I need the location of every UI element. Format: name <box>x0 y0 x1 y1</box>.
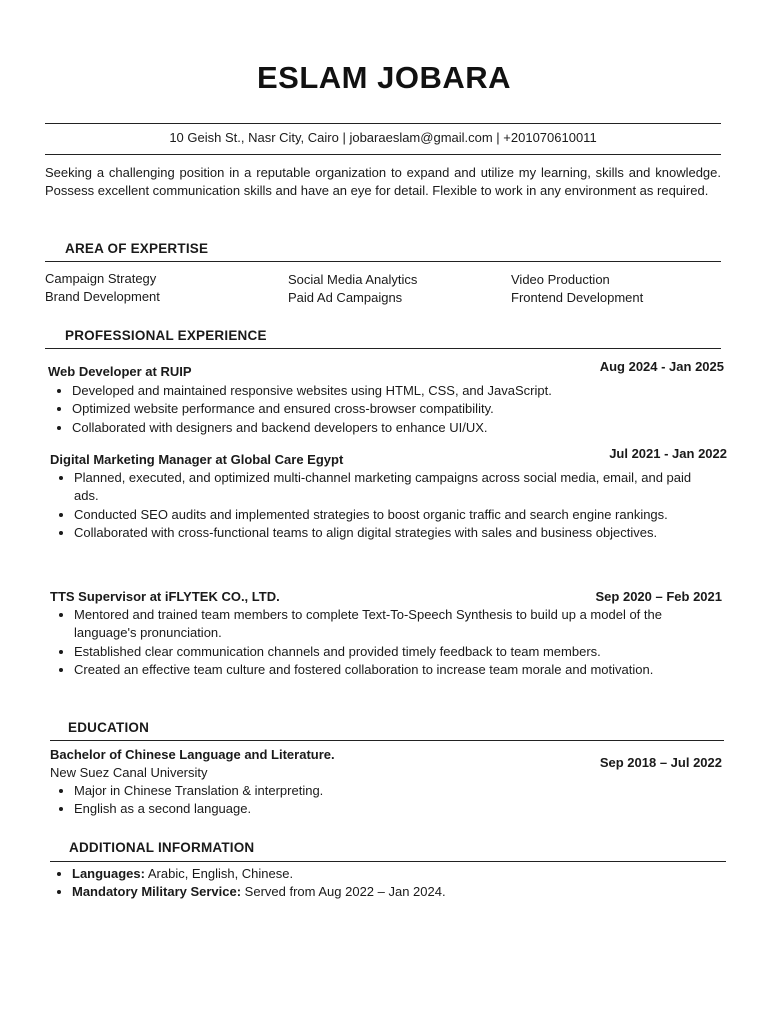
list-item: • Developed and maintained responsive websites using HTML, CSS, and JavaScript. <box>72 382 722 400</box>
experience-heading: PROFESSIONAL EXPERIENCE <box>65 328 267 343</box>
info-label: Mandatory Military Service: <box>72 884 242 900</box>
info-value: Arabic, English, Chinese. <box>144 866 294 881</box>
divider <box>45 154 721 155</box>
divider <box>45 123 721 124</box>
additional-heading: ADDITIONAL INFORMATION <box>69 840 255 855</box>
education-bullets <box>48 782 674 819</box>
list-item: • Mentored and trained team members to complete Text-To-Speech Synthesis to build up a model of the language's pronunciation. <box>74 606 714 643</box>
job-date: Sep 2020 – Feb 2021 <box>595 589 722 604</box>
job-bullets <box>46 382 722 437</box>
info-label: Languages: <box>72 866 145 881</box>
additional-bullets <box>46 865 712 902</box>
job-date: Jul 2021 - Jan 2022 <box>609 446 727 461</box>
degree-title: Bachelor of Chinese Language and Literature. <box>50 747 335 762</box>
list-item <box>72 865 712 883</box>
list-item <box>72 883 712 901</box>
list-item: • Established clear communication channels and provided timely feedback to team members. <box>74 643 714 661</box>
skill-item: Campaign Strategy <box>45 271 157 286</box>
list-item: • Conducted SEO audits and implemented strategies to boost organic traffic and search engine rankings. <box>74 506 699 524</box>
list-item: • Created an effective team culture and fostered collaboration to increase team morale and motivation. <box>74 661 714 679</box>
list-item: • Collaborated with designers and backend developers to enhance UI/UX. <box>72 419 722 437</box>
divider <box>50 861 726 862</box>
job-bullets <box>48 469 699 542</box>
job-title: Digital Marketing Manager at Global Care Egypt <box>50 452 344 467</box>
contact-line: 10 Geish St., Nasr City, Cairo | jobaraeslam@gmail.com | +201070610011 <box>169 130 597 145</box>
job-date: Aug 2024 - Jan 2025 <box>599 359 724 374</box>
education-heading: EDUCATION <box>68 720 150 735</box>
list-item: • English as a second language. <box>74 800 674 818</box>
candidate-name: ESLAM JOBARA <box>256 60 511 95</box>
skill-item: Frontend Development <box>511 290 644 305</box>
job-title: Web Developer at RUIP <box>48 364 192 379</box>
list-item: • Optimized website performance and ensured cross-browser compatibility. <box>72 400 722 418</box>
divider <box>50 740 724 741</box>
skill-item: Paid Ad Campaigns <box>288 290 403 305</box>
job-bullets <box>48 606 714 679</box>
education-date: Sep 2018 – Jul 2022 <box>599 755 722 770</box>
school-name: New Suez Canal University <box>50 765 208 780</box>
list-item: • Collaborated with cross-functional teams to align digital strategies with sales and business objectives. <box>74 524 699 542</box>
info-value: Served from Aug 2022 – Jan 2024. <box>241 884 446 900</box>
divider <box>45 348 721 349</box>
skill-item: Social Media Analytics <box>288 272 418 287</box>
divider <box>45 261 721 262</box>
skill-item: Brand Development <box>45 289 160 304</box>
list-item: • Major in Chinese Translation & interpreting. <box>74 782 674 800</box>
expertise-heading: AREA OF EXPERTISE <box>65 241 209 256</box>
list-item: • Planned, executed, and optimized multi-channel marketing campaigns across social media, email, and paid ads. <box>74 469 699 506</box>
skill-item: Video Production <box>511 272 610 287</box>
job-title: TTS Supervisor at iFLYTEK CO., LTD. <box>50 589 280 604</box>
summary-paragraph: Seeking a challenging position in a reputable organization to expand and utilize my learning, skills and knowledge. Possess excellent communication skills and have an eye for detail. Flexible to work in any environment as required. <box>45 165 721 198</box>
